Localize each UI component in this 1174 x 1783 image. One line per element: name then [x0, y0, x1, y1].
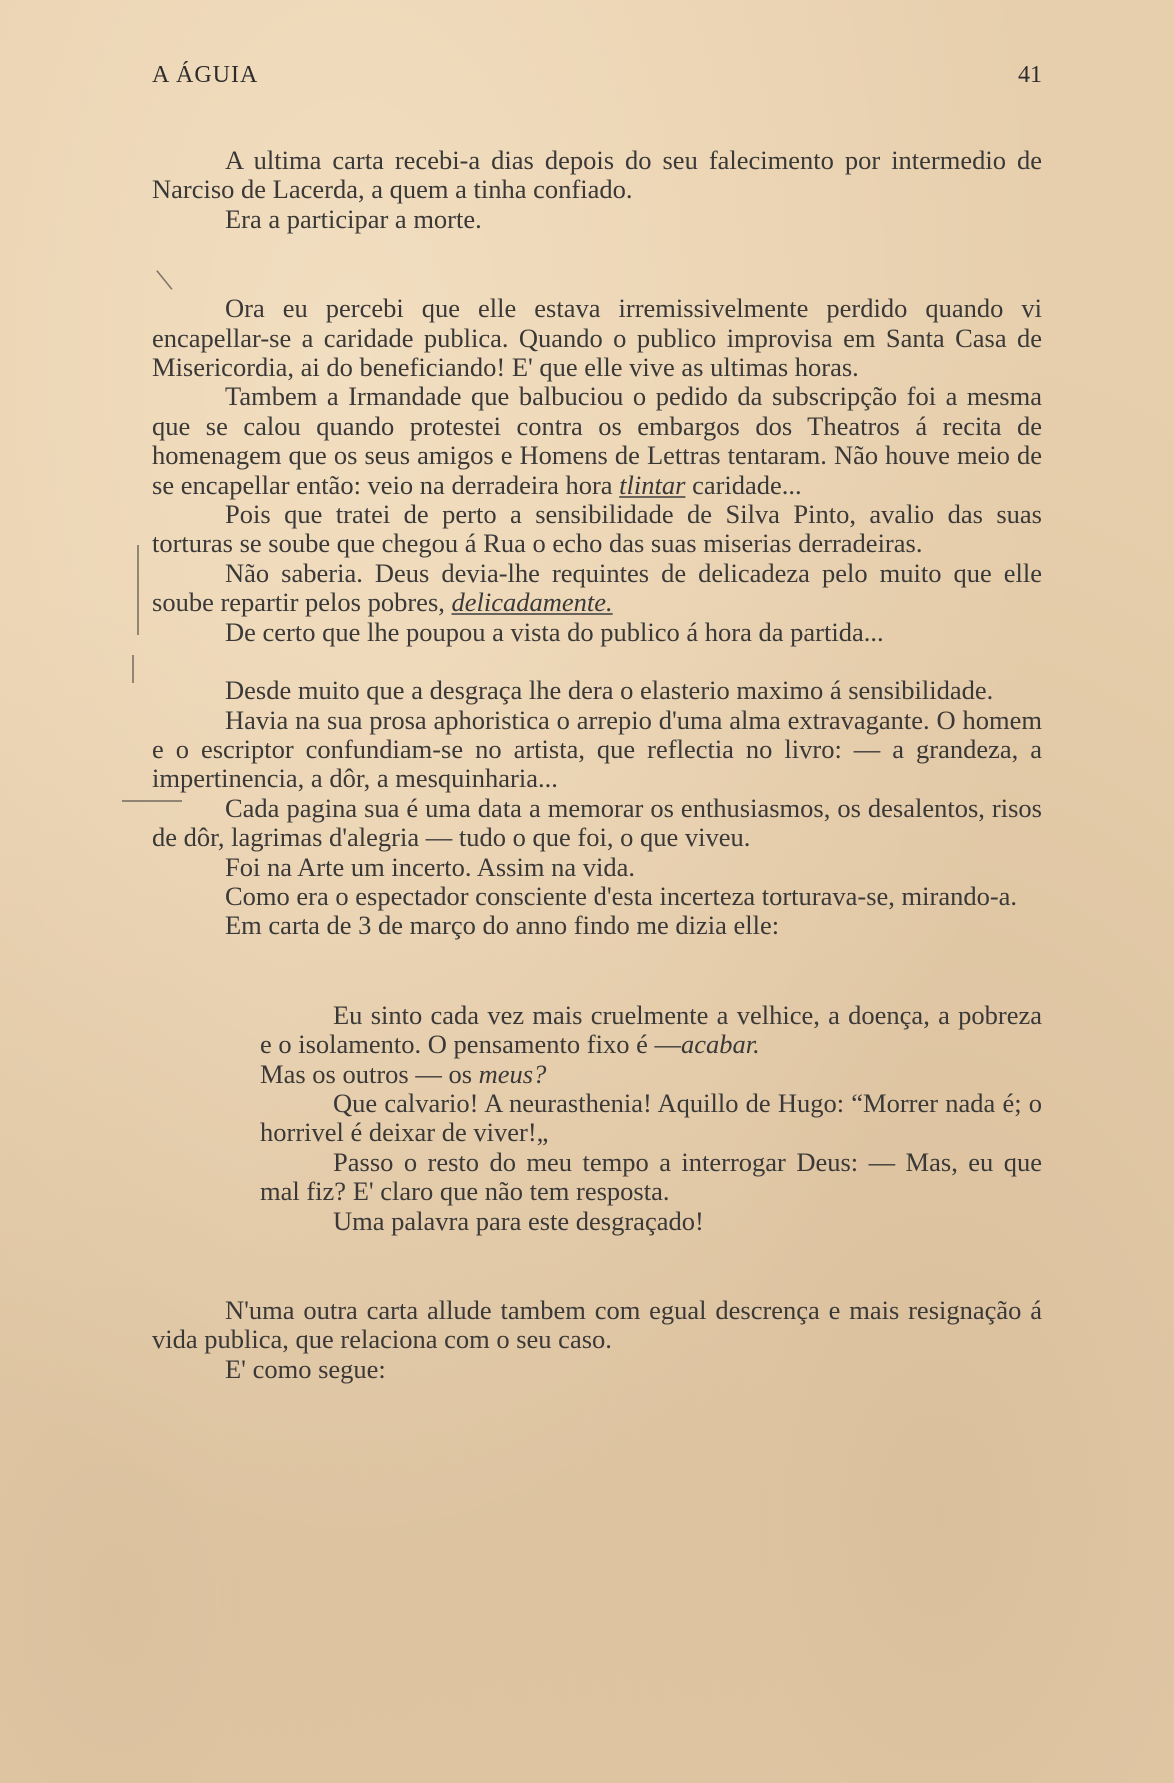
paragraph: Pois que tratei de perto a sensibilidade de Silva Pinto, avalio das suas torturas se soube que chegou á Rua o echo das suas miserias derradeiras. — [152, 499, 1042, 559]
letter-paragraph: Uma palavra para este desgraçado! — [333, 1205, 704, 1236]
italic-word: delicadamente. — [451, 587, 613, 618]
paragraph: N'uma outra carta allude tambem com egual descrença e mais resignação á vida publica, que relaciona com o seu caso. — [152, 1295, 1042, 1355]
article-body — [152, 146, 1042, 1384]
italic-word: tlintar — [619, 469, 686, 500]
paragraph: Era a participar a morte. — [225, 203, 482, 234]
paragraph: Em carta de 3 de março do anno findo me dizia elle: — [225, 910, 780, 941]
letter-text: Eu sinto cada vez mais cruelmente a velhice, a doença, a pobreza e o isolamento. O pensamento fixo é — — [260, 999, 1042, 1060]
paragraph: Cada pagina sua é uma data a memorar os enthusiasmos, os desalentos, risos de dôr, lagrimas d'alegria — tudo o que foi, o que viveu. — [152, 792, 1042, 853]
paragraph: Havia na sua prosa aphoristica o arrepio d'uma alma extravagante. O homem e o escriptor confundiam-se no artista, que reflectia no livro: — a grandeza, a impertinencia, a dôr, a mesquinharia... — [152, 704, 1042, 794]
margin-pencil-mark: \ — [153, 261, 176, 300]
italic-word: acabar. — [680, 1029, 760, 1060]
paragraph-text: Não saberia. Deus devia-lhe requintes de delicadeza pelo muito que elle soube repartir pelos pobres, — [152, 557, 1042, 618]
letter-paragraph: Passo o resto do meu tempo a interrogar Deus: — Mas, eu que mal fiz? E' claro que não tem resposta. — [260, 1146, 1042, 1207]
letter-paragraph: Que calvario! A neurasthenia! Aquillo de Hugo: “Morrer nada é; o horrivel é deixar de viver!„ — [260, 1087, 1042, 1148]
margin-pencil-line — [137, 545, 139, 635]
paragraph-text: caridade... — [692, 469, 802, 500]
quoted-letter — [260, 1001, 1042, 1236]
page-number: 41 — [1018, 62, 1042, 88]
paragraph: A ultima carta recebi-a dias depois do seu falecimento por intermedio de Narciso de Lacerda, a quem a tinha confiado. — [152, 145, 1042, 205]
paragraph-text: Tambem a Irmandade que balbuciou o pedido da subscripção foi a mesma que se calou quando protestei contra os embargos dos Theatros á recita de homenagem que os seus amigos e Homens de Lettras tentaram. Não houve meio de se encapellar então: veio na derradeira hora — [152, 381, 1042, 500]
paragraph: E' como segue: — [225, 1353, 386, 1384]
paragraph: Foi na Arte um incerto. Assim na vida. — [225, 851, 635, 882]
italic-word: meus? — [478, 1058, 547, 1089]
letter-paragraph — [260, 1001, 1042, 1060]
page-header — [152, 62, 1042, 102]
running-title: A ÁGUIA — [152, 62, 259, 88]
paragraph — [152, 559, 1042, 618]
paragraph — [152, 382, 1042, 500]
margin-pencil-line — [132, 655, 134, 683]
paragraph: De certo que lhe poupou a vista do publico á hora da partida... — [225, 616, 884, 647]
letter-paragraph — [260, 1060, 1042, 1089]
paragraph: Desde muito que a desgraça lhe dera o elasterio maximo á sensibilidade. — [225, 675, 994, 706]
paragraph: Como era o espectador consciente d'esta incerteza torturava-se, mirando-a. — [225, 880, 1018, 911]
paragraph: Ora eu percebi que elle estava irremissivelmente perdido quando vi encapellar-se a caridade publica. Quando o publico improvisa em Santa Casa de Misericordia, ai do beneficiando! E' que elle vive as ultimas horas. — [152, 293, 1042, 383]
letter-text: Mas os outros — os — [260, 1058, 473, 1089]
